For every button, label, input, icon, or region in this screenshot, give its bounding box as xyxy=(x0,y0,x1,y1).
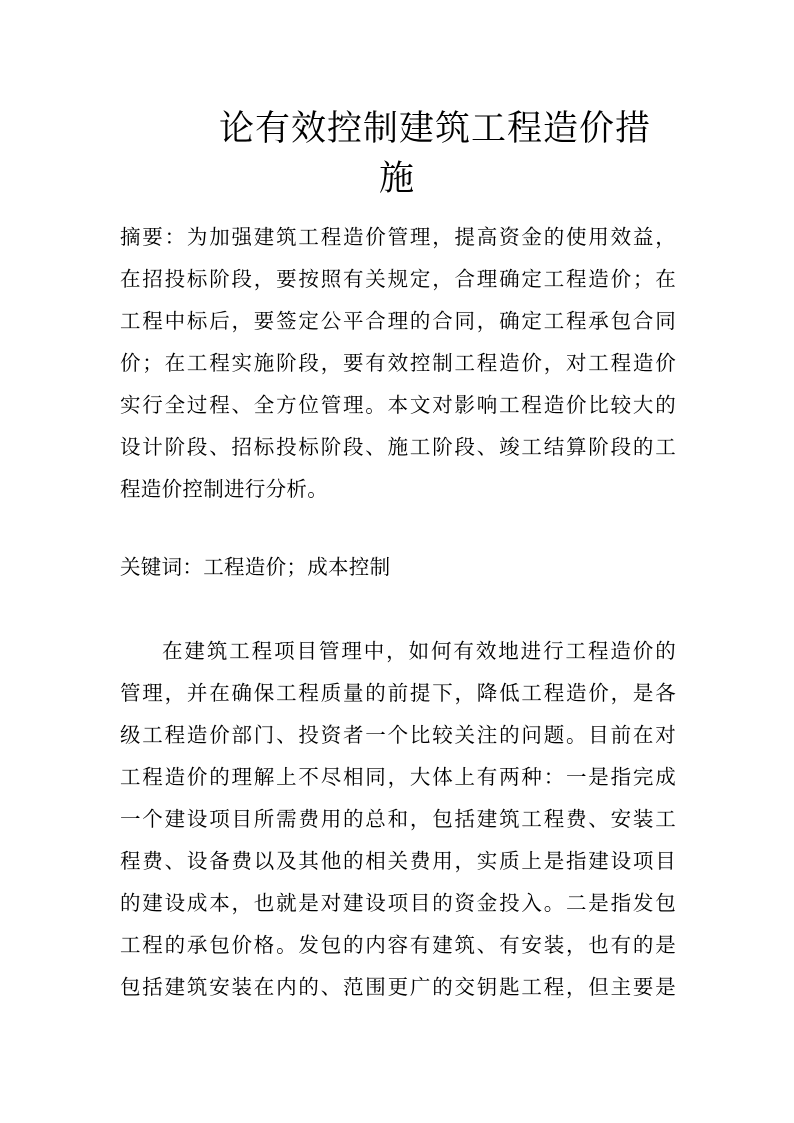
body-line: 的建设成本，也就是对建设项目的资金投入。二是指发包 xyxy=(120,891,676,915)
body-line: 在建筑工程项目管理中，如何有效地进行工程造价的 xyxy=(162,639,676,663)
keywords-paragraph xyxy=(120,546,676,588)
abstract-paragraph xyxy=(120,216,676,510)
body-line: 一个建设项目所需费用的总和，包括建筑工程费、安装工 xyxy=(120,807,676,831)
body-line: 级工程造价部门、投资者一个比较关注的问题。目前在对 xyxy=(120,723,676,747)
abstract-line: 在招投标阶段，要按照有关规定，合理确定工程造价；在 xyxy=(120,267,676,291)
keywords-line: 关键词：工程造价；成本控制 xyxy=(120,555,391,579)
abstract-line: 摘要：为加强建筑工程造价管理，提高资金的使用效益， xyxy=(120,225,676,249)
body-line: 管理，并在确保工程质量的前提下，降低工程造价，是各 xyxy=(120,681,676,705)
abstract-line: 工程中标后，要签定公平合理的合同，确定工程承包合同 xyxy=(120,309,676,333)
abstract-line: 价；在工程实施阶段，要有效控制工程造价，对工程造价 xyxy=(120,351,676,375)
body-line: 包括建筑安装在内的、范围更广的交钥匙工程，但主要是 xyxy=(120,975,676,999)
document-title-line-1: 论有效控制建筑工程造价措 xyxy=(218,109,651,149)
body-line: 工程的承包价格。发包的内容有建筑、有安装，也有的是 xyxy=(120,933,676,957)
abstract-line: 设计阶段、招标投标阶段、施工阶段、竣工结算阶段的工 xyxy=(120,435,676,459)
body-line: 工程造价的理解上不尽相同，大体上有两种：一是指完成 xyxy=(120,765,676,789)
document-title-line-2: 施 xyxy=(378,159,415,199)
abstract-line: 实行全过程、全方位管理。本文对影响工程造价比较大的 xyxy=(120,393,676,417)
body-line: 程费、设备费以及其他的相关费用，实质上是指建设项目 xyxy=(120,849,676,873)
body-paragraph xyxy=(120,630,676,1008)
abstract-line: 程造价控制进行分析。 xyxy=(120,477,328,501)
